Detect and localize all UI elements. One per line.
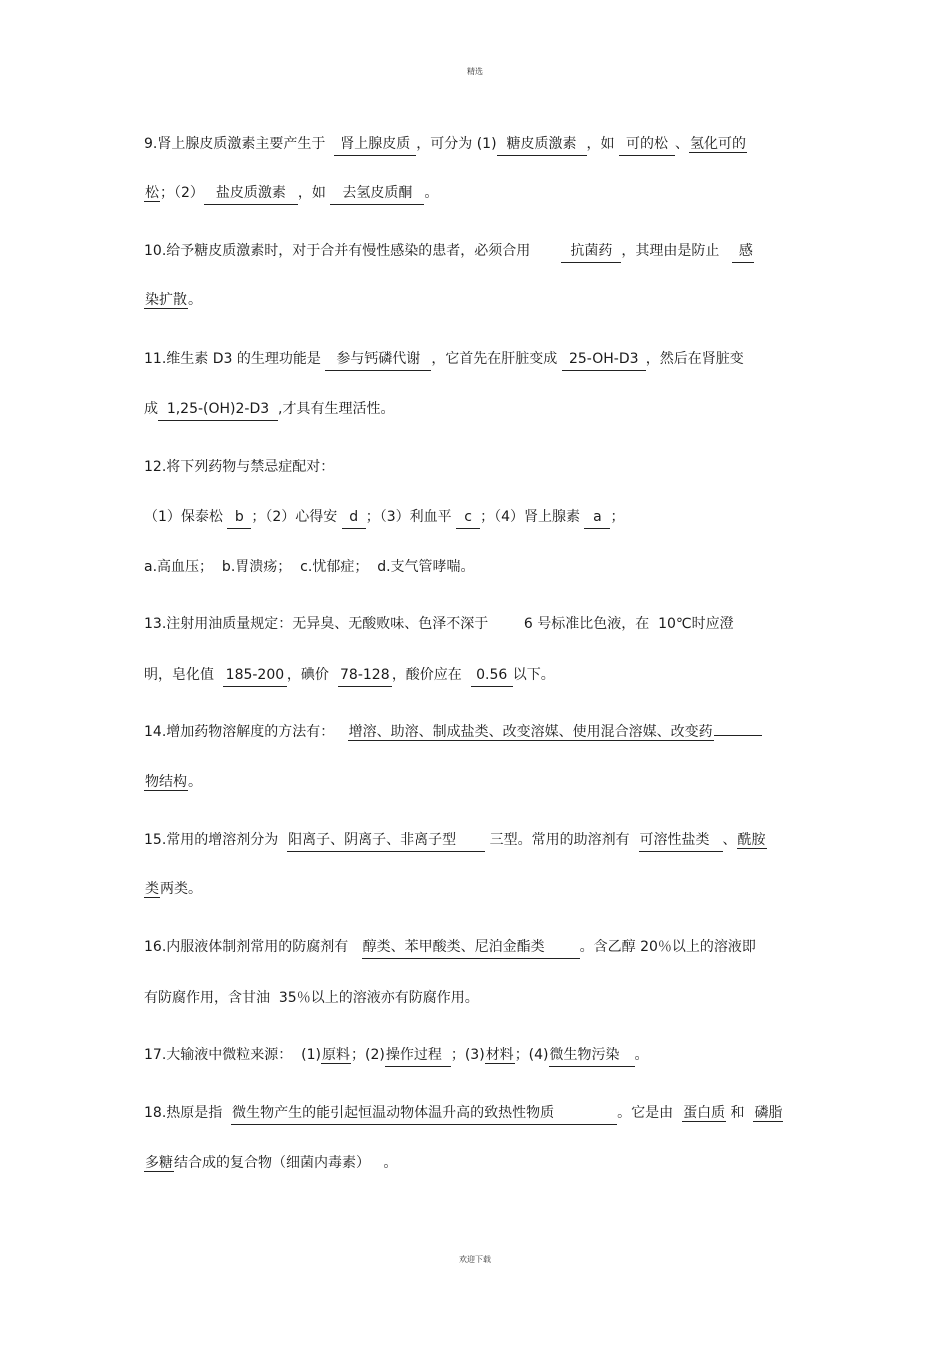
answer-blank: 25-OH-D3 <box>562 348 646 371</box>
question-text <box>530 243 561 259</box>
question-text: ，可分为 (1) <box>416 136 497 152</box>
question-text: 结合成的复合物（细菌内毒素） 。 <box>174 1155 398 1171</box>
question-text: 成 <box>144 401 158 417</box>
answer-blank: 微生物产生的能引起恒温动物体温升高的致热性物质 <box>231 1102 617 1125</box>
answer-blank: d <box>342 506 366 529</box>
answer-blank: 磷脂 <box>754 1105 783 1121</box>
question-text: 。 <box>634 1047 649 1063</box>
question-11-line-1 <box>144 348 809 370</box>
question-text: 明，皂化值 <box>144 667 223 683</box>
answer-blank: 类 <box>145 881 159 897</box>
question-17 <box>144 1044 809 1066</box>
question-text: ,才具有生理活性。 <box>278 401 395 417</box>
answer-blank: 盐皮质激素 <box>204 182 298 205</box>
question-10-line-1 <box>144 240 809 262</box>
question-13-line-1 <box>144 613 809 635</box>
question-text: 10.给予糖皮质激素时，对于合并有慢性感染的患者，必须合用 <box>144 243 531 259</box>
question-text: ；（4）肾上腺素 <box>480 509 585 525</box>
answer-blank: c <box>456 506 480 529</box>
question-text <box>325 136 334 152</box>
question-text: ；（3）利血平 <box>365 509 457 525</box>
question-text: ；(2) <box>351 1047 385 1063</box>
question-text: 18.热原是指 <box>144 1105 232 1121</box>
question-text: 三型。常用的助溶剂有 <box>485 832 639 848</box>
question-text: 9.肾上腺皮质激素主要产生于 <box>144 136 326 152</box>
question-18-line-2 <box>144 1152 809 1174</box>
answer-blank: 酰胺 <box>737 832 766 848</box>
answer-blank: 0.56 <box>471 664 513 687</box>
question-text: 。 <box>188 292 202 308</box>
question-10-line-2 <box>144 289 809 311</box>
question-9-line-2 <box>144 182 809 204</box>
answer-blank: 去氢皮质酮 <box>330 182 424 205</box>
answer-blank: 增溶、助溶、制成盐类、改变溶媒、使用混合溶媒、改变药 <box>348 724 713 740</box>
question-text: （1）保泰松 <box>144 509 228 525</box>
answer-blank: 染扩散 <box>145 292 187 308</box>
question-9-line-1 <box>144 133 809 155</box>
question-text: ，然后在肾脏变 <box>645 351 744 367</box>
question-12-pairs <box>144 506 809 528</box>
question-18-line-1 <box>144 1102 809 1124</box>
answer-blank: 糖皮质激素 <box>497 133 587 156</box>
answer-blank: 参与钙磷代谢 <box>325 348 431 371</box>
answer-blank <box>714 735 762 736</box>
question-text: ，如 <box>297 185 331 201</box>
question-14-line-2 <box>144 771 809 793</box>
question-16-line-2 <box>144 987 809 1009</box>
answer-blank: 78-128 <box>338 664 392 687</box>
answer-blank: 阳离子、阴离子、非离子型 <box>287 829 485 852</box>
answer-blank: b <box>227 506 251 529</box>
page-header: 精选 <box>467 67 483 76</box>
question-text: 、 <box>722 832 737 848</box>
question-text: 12.将下列药物与禁忌症配对： <box>144 459 335 475</box>
answer-blank: 材料 <box>485 1047 514 1063</box>
page-footer: 欢迎下载 <box>459 1255 491 1264</box>
question-text: 。它是由 <box>617 1105 683 1121</box>
question-text: 14.增加药物溶解度的方法有： <box>144 724 348 740</box>
answer-blank: a <box>584 506 610 529</box>
answer-blank: 微生物污染 <box>549 1044 635 1067</box>
question-13-line-2 <box>144 664 809 686</box>
question-text: ，其理由是防止 <box>621 243 724 259</box>
question-text: ；(3) <box>450 1047 485 1063</box>
question-text: ；(4) <box>514 1047 549 1063</box>
question-text: 。 <box>188 774 202 790</box>
answer-blank: 物结构 <box>145 774 187 790</box>
question-text: 。含乙醇 20％以上的溶液即 <box>579 939 756 955</box>
question-text: 两类。 <box>160 881 202 897</box>
question-text: 。 <box>424 185 439 201</box>
answer-blank: 醇类、苯甲酸类、尼泊金酯类 <box>362 936 580 959</box>
question-text: 13.注射用油质量规定：无异臭、无酸败味、色泽不深于 6 号标准比色液，在 10℃时应澄 <box>144 616 734 632</box>
answer-blank: 松 <box>145 185 159 201</box>
question-text: a.高血压； b.胃溃疡； c.忧郁症； d.支气管哮喘。 <box>144 559 475 575</box>
question-text: ； <box>610 509 625 525</box>
answer-blank: 抗菌药 <box>561 240 621 263</box>
question-15-line-2 <box>144 878 809 900</box>
question-text: 、 <box>675 136 689 152</box>
question-15-line-1 <box>144 829 809 851</box>
question-text: 和 <box>726 1105 754 1121</box>
answer-blank: 氢化可的 <box>690 136 746 152</box>
question-text: ，它首先在肝脏变成 <box>431 351 562 367</box>
question-text: ，酸价应在 <box>391 667 471 683</box>
answer-blank: 185-200 <box>223 664 287 687</box>
question-text: 以下。 <box>512 667 555 683</box>
answer-blank: 1,25-(OH)2-D3 <box>158 398 278 421</box>
answer-blank: 操作过程 <box>385 1044 451 1067</box>
question-12-options <box>144 556 809 578</box>
question-text: 15.常用的增溶剂分为 <box>144 832 288 848</box>
answer-blank: 蛋白质 <box>683 1105 726 1121</box>
answer-blank: 可的松 <box>619 133 675 156</box>
question-text: 16.内服液体制剂常用的防腐剂有 <box>144 939 362 955</box>
question-11-line-2 <box>144 398 809 420</box>
question-16-line-1 <box>144 936 809 958</box>
question-text: ，如 <box>586 136 619 152</box>
question-text: 有防腐作用，含甘油 35％以上的溶液亦有防腐作用。 <box>144 990 479 1006</box>
question-text: ，碘价 <box>286 667 338 683</box>
answer-blank: 可溶性盐类 <box>639 829 723 852</box>
answer-blank: 肾上腺皮质 <box>334 133 416 156</box>
question-14-line-1 <box>144 721 809 743</box>
answer-blank: 多糖 <box>145 1155 173 1171</box>
question-text: 11.维生素 D3 的生理功能是 <box>144 351 326 367</box>
question-12-title <box>144 456 809 478</box>
answer-blank: 感 <box>732 240 754 263</box>
answer-blank: 原料 <box>322 1047 350 1063</box>
question-text: 17.大输液中微粒来源： (1) <box>144 1047 321 1063</box>
question-text: ；（2） <box>160 185 204 201</box>
question-text: ；（2）心得安 <box>251 509 342 525</box>
